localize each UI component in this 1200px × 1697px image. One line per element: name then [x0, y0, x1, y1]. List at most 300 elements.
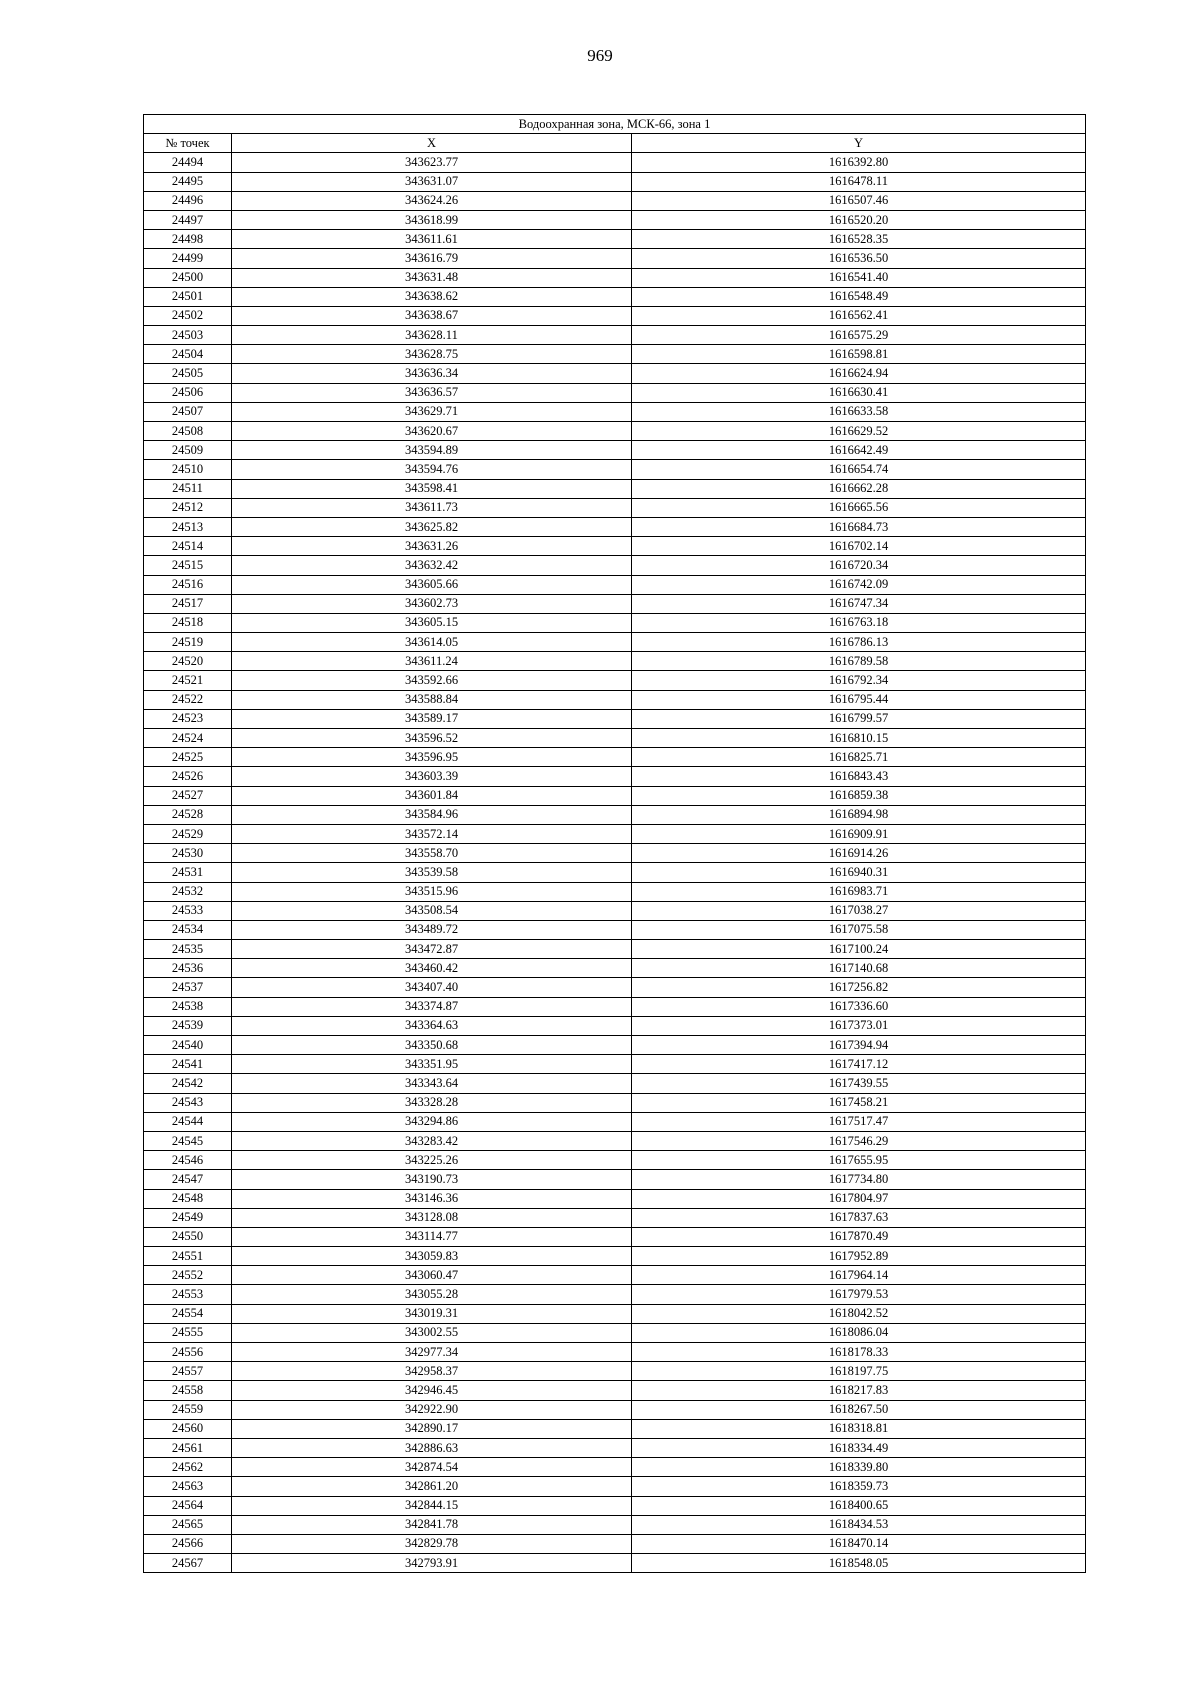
y-coordinate-cell: 1617804.97	[632, 1189, 1086, 1208]
y-coordinate-cell: 1616536.50	[632, 249, 1086, 268]
point-number-cell: 24496	[144, 191, 232, 210]
point-number-cell: 24535	[144, 940, 232, 959]
x-coordinate-cell: 343283.42	[232, 1131, 632, 1150]
y-coordinate-cell: 1617546.29	[632, 1131, 1086, 1150]
point-number-cell: 24512	[144, 498, 232, 517]
y-coordinate-cell: 1616541.40	[632, 268, 1086, 287]
point-number-cell: 24543	[144, 1093, 232, 1112]
x-coordinate-cell: 343616.79	[232, 249, 632, 268]
y-coordinate-cell: 1616909.91	[632, 824, 1086, 843]
x-coordinate-cell: 343059.83	[232, 1247, 632, 1266]
point-number-cell: 24561	[144, 1438, 232, 1457]
table-row	[144, 556, 1086, 575]
point-number-cell: 24519	[144, 633, 232, 652]
x-coordinate-cell: 343631.26	[232, 537, 632, 556]
y-coordinate-cell: 1616940.31	[632, 863, 1086, 882]
x-coordinate-cell: 343002.55	[232, 1323, 632, 1342]
x-coordinate-cell: 343515.96	[232, 882, 632, 901]
y-coordinate-cell: 1616859.38	[632, 786, 1086, 805]
y-coordinate-cell: 1617038.27	[632, 901, 1086, 920]
point-number-cell: 24537	[144, 978, 232, 997]
y-coordinate-cell: 1617373.01	[632, 1016, 1086, 1035]
table-row	[144, 1036, 1086, 1055]
y-coordinate-cell: 1618042.52	[632, 1304, 1086, 1323]
y-coordinate-cell: 1616684.73	[632, 517, 1086, 536]
x-coordinate-cell: 343539.58	[232, 863, 632, 882]
x-coordinate-cell: 343594.76	[232, 460, 632, 479]
table-caption-row	[144, 115, 1086, 134]
y-coordinate-cell: 1617517.47	[632, 1112, 1086, 1131]
x-coordinate-cell: 342958.37	[232, 1362, 632, 1381]
point-number-cell: 24533	[144, 901, 232, 920]
table-row	[144, 690, 1086, 709]
y-coordinate-cell: 1616894.98	[632, 805, 1086, 824]
point-number-cell: 24554	[144, 1304, 232, 1323]
y-coordinate-cell: 1618178.33	[632, 1343, 1086, 1362]
x-coordinate-cell: 343146.36	[232, 1189, 632, 1208]
point-number-cell: 24562	[144, 1458, 232, 1477]
y-coordinate-cell: 1616633.58	[632, 402, 1086, 421]
x-coordinate-cell: 343460.42	[232, 959, 632, 978]
table-row	[144, 1285, 1086, 1304]
point-number-cell: 24525	[144, 748, 232, 767]
point-number-cell: 24517	[144, 594, 232, 613]
table-row	[144, 537, 1086, 556]
y-coordinate-cell: 1618400.65	[632, 1496, 1086, 1515]
x-coordinate-cell: 343374.87	[232, 997, 632, 1016]
table-row	[144, 326, 1086, 345]
y-coordinate-cell: 1617837.63	[632, 1208, 1086, 1227]
y-coordinate-cell: 1618086.04	[632, 1323, 1086, 1342]
point-number-cell: 24495	[144, 172, 232, 191]
point-number-cell: 24539	[144, 1016, 232, 1035]
table-row	[144, 1381, 1086, 1400]
y-coordinate-cell: 1617655.95	[632, 1151, 1086, 1170]
y-coordinate-cell: 1616720.34	[632, 556, 1086, 575]
x-coordinate-cell: 343638.62	[232, 287, 632, 306]
x-coordinate-cell: 343601.84	[232, 786, 632, 805]
x-coordinate-cell: 342841.78	[232, 1515, 632, 1534]
x-coordinate-cell: 342874.54	[232, 1458, 632, 1477]
x-coordinate-cell: 342829.78	[232, 1534, 632, 1553]
y-coordinate-cell: 1616983.71	[632, 882, 1086, 901]
table-row	[144, 978, 1086, 997]
table-row	[144, 940, 1086, 959]
table-row	[144, 287, 1086, 306]
point-number-cell: 24540	[144, 1036, 232, 1055]
point-number-cell: 24551	[144, 1247, 232, 1266]
point-number-cell: 24503	[144, 326, 232, 345]
y-coordinate-cell: 1616742.09	[632, 575, 1086, 594]
y-coordinate-cell: 1616763.18	[632, 613, 1086, 632]
point-number-cell: 24506	[144, 383, 232, 402]
y-coordinate-cell: 1616598.81	[632, 345, 1086, 364]
point-number-cell: 24498	[144, 230, 232, 249]
x-coordinate-cell: 343350.68	[232, 1036, 632, 1055]
point-number-cell: 24508	[144, 422, 232, 441]
y-coordinate-cell: 1618334.49	[632, 1438, 1086, 1457]
x-coordinate-cell: 343636.57	[232, 383, 632, 402]
table-row	[144, 460, 1086, 479]
y-coordinate-cell: 1616795.44	[632, 690, 1086, 709]
point-number-cell: 24520	[144, 652, 232, 671]
point-number-cell: 24509	[144, 441, 232, 460]
table-row	[144, 383, 1086, 402]
y-coordinate-cell: 1616747.34	[632, 594, 1086, 613]
y-coordinate-cell: 1616629.52	[632, 422, 1086, 441]
table-row	[144, 1055, 1086, 1074]
y-coordinate-cell: 1618217.83	[632, 1381, 1086, 1400]
table-row	[144, 652, 1086, 671]
point-number-cell: 24534	[144, 920, 232, 939]
table-row	[144, 517, 1086, 536]
y-coordinate-cell: 1616825.71	[632, 748, 1086, 767]
point-number-cell: 24548	[144, 1189, 232, 1208]
x-coordinate-cell: 343572.14	[232, 824, 632, 843]
x-coordinate-cell: 343055.28	[232, 1285, 632, 1304]
x-coordinate-cell: 343628.11	[232, 326, 632, 345]
table-row	[144, 268, 1086, 287]
x-coordinate-cell: 343614.05	[232, 633, 632, 652]
x-coordinate-cell: 343631.07	[232, 172, 632, 191]
table-row	[144, 364, 1086, 383]
table-row	[144, 153, 1086, 172]
y-coordinate-cell: 1616630.41	[632, 383, 1086, 402]
point-number-cell: 24557	[144, 1362, 232, 1381]
x-coordinate-cell: 342977.34	[232, 1343, 632, 1362]
point-number-cell: 24507	[144, 402, 232, 421]
y-coordinate-cell: 1616702.14	[632, 537, 1086, 556]
x-coordinate-cell: 343489.72	[232, 920, 632, 939]
table-row	[144, 1208, 1086, 1227]
y-coordinate-cell: 1616507.46	[632, 191, 1086, 210]
x-coordinate-cell: 343294.86	[232, 1112, 632, 1131]
point-number-cell: 24518	[144, 613, 232, 632]
table-row	[144, 1304, 1086, 1323]
point-number-cell: 24513	[144, 517, 232, 536]
y-coordinate-cell: 1616789.58	[632, 652, 1086, 671]
point-number-cell: 24526	[144, 767, 232, 786]
y-coordinate-cell: 1618318.81	[632, 1419, 1086, 1438]
point-number-cell: 24511	[144, 479, 232, 498]
coordinates-table	[143, 114, 1086, 1573]
table-row	[144, 748, 1086, 767]
y-coordinate-cell: 1617394.94	[632, 1036, 1086, 1055]
point-number-cell: 24560	[144, 1419, 232, 1438]
x-coordinate-cell: 343605.66	[232, 575, 632, 594]
y-coordinate-cell: 1616528.35	[632, 230, 1086, 249]
point-number-cell: 24542	[144, 1074, 232, 1093]
table-row	[144, 1554, 1086, 1573]
point-number-cell: 24494	[144, 153, 232, 172]
table-row	[144, 210, 1086, 229]
x-coordinate-cell: 343128.08	[232, 1208, 632, 1227]
table-row	[144, 306, 1086, 325]
table-row	[144, 1458, 1086, 1477]
x-coordinate-cell: 343592.66	[232, 671, 632, 690]
table-row	[144, 863, 1086, 882]
table-row	[144, 402, 1086, 421]
x-coordinate-cell: 343624.26	[232, 191, 632, 210]
x-coordinate-cell: 343632.42	[232, 556, 632, 575]
point-number-cell: 24558	[144, 1381, 232, 1400]
x-coordinate-cell: 343629.71	[232, 402, 632, 421]
point-number-cell: 24563	[144, 1477, 232, 1496]
table-caption: Водоохранная зона, МСК-66, зона 1	[144, 115, 1086, 134]
table-header-row	[144, 134, 1086, 153]
point-number-cell: 24532	[144, 882, 232, 901]
header-point-number: № точек	[144, 134, 232, 153]
x-coordinate-cell: 343351.95	[232, 1055, 632, 1074]
table-row	[144, 479, 1086, 498]
y-coordinate-cell: 1616478.11	[632, 172, 1086, 191]
x-coordinate-cell: 343611.73	[232, 498, 632, 517]
table-row	[144, 1247, 1086, 1266]
x-coordinate-cell: 343019.31	[232, 1304, 632, 1323]
point-number-cell: 24541	[144, 1055, 232, 1074]
x-coordinate-cell: 342922.90	[232, 1400, 632, 1419]
point-number-cell: 24527	[144, 786, 232, 805]
y-coordinate-cell: 1616810.15	[632, 729, 1086, 748]
table-row	[144, 1093, 1086, 1112]
page-number: 969	[587, 46, 613, 65]
y-coordinate-cell: 1616792.34	[632, 671, 1086, 690]
x-coordinate-cell: 343618.99	[232, 210, 632, 229]
table-row	[144, 1074, 1086, 1093]
point-number-cell: 24501	[144, 287, 232, 306]
table-row	[144, 1343, 1086, 1362]
table-row	[144, 230, 1086, 249]
header-y: Y	[632, 134, 1086, 153]
table-row	[144, 1477, 1086, 1496]
y-coordinate-cell: 1616665.56	[632, 498, 1086, 517]
table-row	[144, 441, 1086, 460]
point-number-cell: 24499	[144, 249, 232, 268]
y-coordinate-cell: 1617256.82	[632, 978, 1086, 997]
point-number-cell: 24545	[144, 1131, 232, 1150]
x-coordinate-cell: 342861.20	[232, 1477, 632, 1496]
table-row	[144, 498, 1086, 517]
x-coordinate-cell: 343472.87	[232, 940, 632, 959]
table-row	[144, 805, 1086, 824]
table-row	[144, 786, 1086, 805]
table-row	[144, 901, 1086, 920]
table-row	[144, 1227, 1086, 1246]
table-row	[144, 709, 1086, 728]
table-row	[144, 997, 1086, 1016]
table-row	[144, 671, 1086, 690]
table-row	[144, 767, 1086, 786]
y-coordinate-cell: 1616562.41	[632, 306, 1086, 325]
table-row	[144, 191, 1086, 210]
table-row	[144, 1438, 1086, 1457]
y-coordinate-cell: 1616914.26	[632, 844, 1086, 863]
point-number-cell: 24559	[144, 1400, 232, 1419]
x-coordinate-cell: 343625.82	[232, 517, 632, 536]
y-coordinate-cell: 1616520.20	[632, 210, 1086, 229]
point-number-cell: 24500	[144, 268, 232, 287]
y-coordinate-cell: 1617075.58	[632, 920, 1086, 939]
table-row	[144, 594, 1086, 613]
y-coordinate-cell: 1617964.14	[632, 1266, 1086, 1285]
point-number-cell: 24529	[144, 824, 232, 843]
x-coordinate-cell: 343602.73	[232, 594, 632, 613]
x-coordinate-cell: 343508.54	[232, 901, 632, 920]
point-number-cell: 24536	[144, 959, 232, 978]
y-coordinate-cell: 1618197.75	[632, 1362, 1086, 1381]
point-number-cell: 24567	[144, 1554, 232, 1573]
table-row	[144, 1534, 1086, 1553]
y-coordinate-cell: 1616799.57	[632, 709, 1086, 728]
y-coordinate-cell: 1617100.24	[632, 940, 1086, 959]
y-coordinate-cell: 1618434.53	[632, 1515, 1086, 1534]
point-number-cell: 24552	[144, 1266, 232, 1285]
table-row	[144, 1515, 1086, 1534]
x-coordinate-cell: 343060.47	[232, 1266, 632, 1285]
x-coordinate-cell: 343328.28	[232, 1093, 632, 1112]
point-number-cell: 24564	[144, 1496, 232, 1515]
y-coordinate-cell: 1616843.43	[632, 767, 1086, 786]
y-coordinate-cell: 1617458.21	[632, 1093, 1086, 1112]
table-row	[144, 1419, 1086, 1438]
x-coordinate-cell: 342886.63	[232, 1438, 632, 1457]
table-row	[144, 1323, 1086, 1342]
x-coordinate-cell: 343596.95	[232, 748, 632, 767]
x-coordinate-cell: 343558.70	[232, 844, 632, 863]
x-coordinate-cell: 343114.77	[232, 1227, 632, 1246]
x-coordinate-cell: 343589.17	[232, 709, 632, 728]
table-row	[144, 882, 1086, 901]
point-number-cell: 24538	[144, 997, 232, 1016]
table-row	[144, 345, 1086, 364]
table-row	[144, 1189, 1086, 1208]
point-number-cell: 24556	[144, 1343, 232, 1362]
y-coordinate-cell: 1616642.49	[632, 441, 1086, 460]
table-row	[144, 1266, 1086, 1285]
y-coordinate-cell: 1617979.53	[632, 1285, 1086, 1304]
point-number-cell: 24521	[144, 671, 232, 690]
point-number-cell: 24523	[144, 709, 232, 728]
table-row	[144, 1400, 1086, 1419]
x-coordinate-cell: 343623.77	[232, 153, 632, 172]
point-number-cell: 24547	[144, 1170, 232, 1189]
y-coordinate-cell: 1618267.50	[632, 1400, 1086, 1419]
x-coordinate-cell: 343620.67	[232, 422, 632, 441]
y-coordinate-cell: 1617870.49	[632, 1227, 1086, 1246]
x-coordinate-cell: 343603.39	[232, 767, 632, 786]
table-row	[144, 172, 1086, 191]
table-row	[144, 1131, 1086, 1150]
table-row	[144, 824, 1086, 843]
x-coordinate-cell: 343407.40	[232, 978, 632, 997]
x-coordinate-cell: 343636.34	[232, 364, 632, 383]
y-coordinate-cell: 1616548.49	[632, 287, 1086, 306]
x-coordinate-cell: 343364.63	[232, 1016, 632, 1035]
x-coordinate-cell: 343588.84	[232, 690, 632, 709]
table-row	[144, 422, 1086, 441]
x-coordinate-cell: 343343.64	[232, 1074, 632, 1093]
point-number-cell: 24516	[144, 575, 232, 594]
x-coordinate-cell: 342946.45	[232, 1381, 632, 1400]
x-coordinate-cell: 343594.89	[232, 441, 632, 460]
x-coordinate-cell: 342844.15	[232, 1496, 632, 1515]
table-row	[144, 1151, 1086, 1170]
point-number-cell: 24546	[144, 1151, 232, 1170]
y-coordinate-cell: 1618470.14	[632, 1534, 1086, 1553]
table-row	[144, 249, 1086, 268]
x-coordinate-cell: 343225.26	[232, 1151, 632, 1170]
table-row	[144, 575, 1086, 594]
point-number-cell: 24505	[144, 364, 232, 383]
y-coordinate-cell: 1616786.13	[632, 633, 1086, 652]
x-coordinate-cell: 343638.67	[232, 306, 632, 325]
y-coordinate-cell: 1616575.29	[632, 326, 1086, 345]
y-coordinate-cell: 1616624.94	[632, 364, 1086, 383]
point-number-cell: 24531	[144, 863, 232, 882]
point-number-cell: 24504	[144, 345, 232, 364]
table-body	[144, 153, 1086, 1573]
y-coordinate-cell: 1617336.60	[632, 997, 1086, 1016]
table-row	[144, 1016, 1086, 1035]
y-coordinate-cell: 1616392.80	[632, 153, 1086, 172]
y-coordinate-cell: 1617439.55	[632, 1074, 1086, 1093]
point-number-cell: 24528	[144, 805, 232, 824]
point-number-cell: 24549	[144, 1208, 232, 1227]
table-row	[144, 1496, 1086, 1515]
table-row	[144, 1362, 1086, 1381]
y-coordinate-cell: 1617140.68	[632, 959, 1086, 978]
x-coordinate-cell: 343584.96	[232, 805, 632, 824]
x-coordinate-cell: 343611.24	[232, 652, 632, 671]
x-coordinate-cell: 343190.73	[232, 1170, 632, 1189]
point-number-cell: 24565	[144, 1515, 232, 1534]
x-coordinate-cell: 342793.91	[232, 1554, 632, 1573]
y-coordinate-cell: 1618548.05	[632, 1554, 1086, 1573]
x-coordinate-cell: 342890.17	[232, 1419, 632, 1438]
x-coordinate-cell: 343605.15	[232, 613, 632, 632]
point-number-cell: 24553	[144, 1285, 232, 1304]
point-number-cell: 24566	[144, 1534, 232, 1553]
table-row	[144, 1112, 1086, 1131]
point-number-cell: 24514	[144, 537, 232, 556]
table-row	[144, 613, 1086, 632]
y-coordinate-cell: 1617734.80	[632, 1170, 1086, 1189]
y-coordinate-cell: 1618359.73	[632, 1477, 1086, 1496]
y-coordinate-cell: 1616654.74	[632, 460, 1086, 479]
point-number-cell: 24510	[144, 460, 232, 479]
table-row	[144, 1170, 1086, 1189]
table-row	[144, 959, 1086, 978]
x-coordinate-cell: 343596.52	[232, 729, 632, 748]
x-coordinate-cell: 343628.75	[232, 345, 632, 364]
point-number-cell: 24550	[144, 1227, 232, 1246]
x-coordinate-cell: 343598.41	[232, 479, 632, 498]
x-coordinate-cell: 343611.61	[232, 230, 632, 249]
point-number-cell: 24502	[144, 306, 232, 325]
y-coordinate-cell: 1617952.89	[632, 1247, 1086, 1266]
x-coordinate-cell: 343631.48	[232, 268, 632, 287]
point-number-cell: 24497	[144, 210, 232, 229]
table-row	[144, 844, 1086, 863]
y-coordinate-cell: 1616662.28	[632, 479, 1086, 498]
y-coordinate-cell: 1618339.80	[632, 1458, 1086, 1477]
point-number-cell: 24530	[144, 844, 232, 863]
point-number-cell: 24524	[144, 729, 232, 748]
header-x: X	[232, 134, 632, 153]
point-number-cell: 24544	[144, 1112, 232, 1131]
y-coordinate-cell: 1617417.12	[632, 1055, 1086, 1074]
point-number-cell: 24515	[144, 556, 232, 575]
